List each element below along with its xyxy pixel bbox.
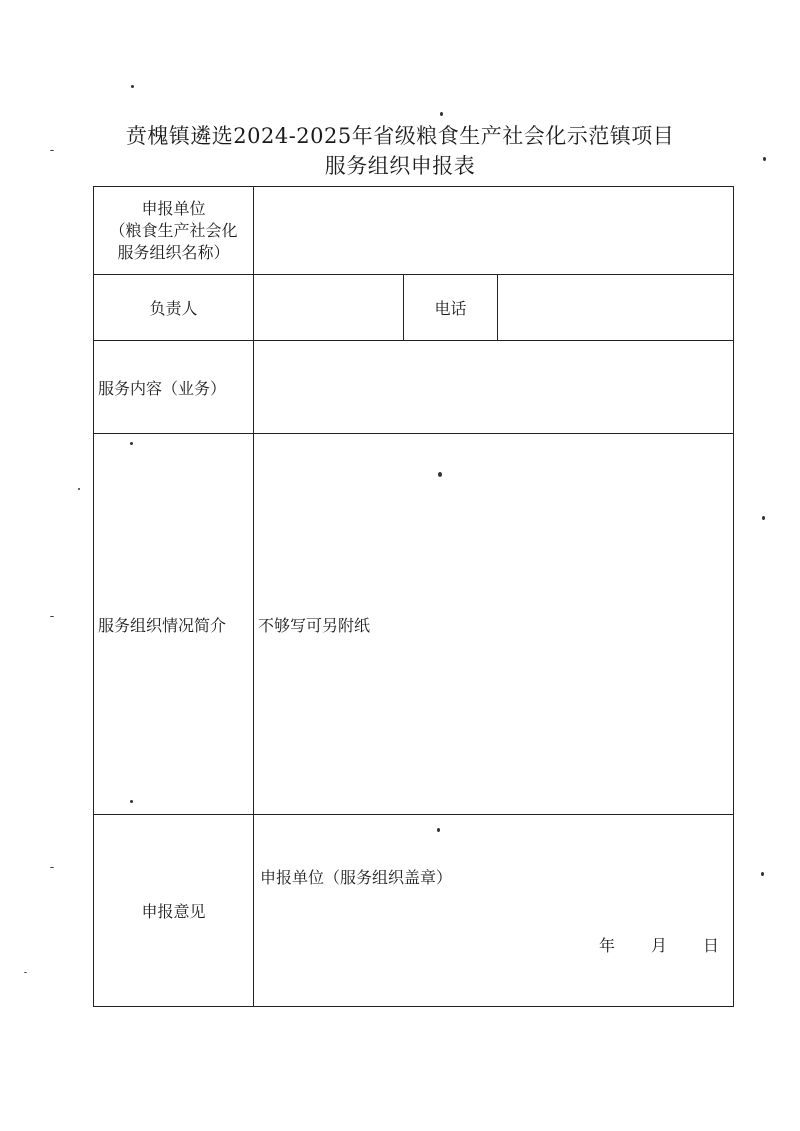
applicant-label-sub1: （粮食生产社会化 <box>109 220 238 240</box>
scan-speck <box>131 85 134 88</box>
row-opinion <box>94 815 734 1007</box>
scan-speck <box>763 157 766 161</box>
scan-speck <box>130 800 133 803</box>
phone-value-cell[interactable] <box>498 275 734 341</box>
scan-speck <box>24 972 27 973</box>
row-applicant <box>94 187 734 275</box>
scan-speck <box>50 150 54 151</box>
person-label: 负责人 <box>94 275 254 341</box>
scan-speck <box>50 616 54 617</box>
intro-label: 服务组织情况简介 <box>94 434 254 815</box>
person-value-cell[interactable] <box>254 275 404 341</box>
phone-label: 电话 <box>404 275 498 341</box>
intro-value-cell[interactable] <box>254 434 734 815</box>
row-service <box>94 341 734 434</box>
scan-speck <box>440 112 443 116</box>
service-value-cell[interactable] <box>254 341 734 434</box>
date-day: 日 <box>702 936 719 955</box>
applicant-value-cell[interactable] <box>254 187 734 275</box>
row-intro <box>94 434 734 815</box>
scan-speck <box>761 872 764 876</box>
scan-speck <box>130 442 133 445</box>
applicant-label: 申报单位 <box>141 198 206 218</box>
date-month: 月 <box>650 936 667 955</box>
applicant-label-sub2: 服务组织名称） <box>117 242 230 262</box>
applicant-label-cell <box>94 187 254 275</box>
intro-note: 不够写可另附纸 <box>258 615 371 635</box>
service-label: 服务内容（业务） <box>94 341 254 434</box>
date-year: 年 <box>598 936 615 955</box>
scan-speck <box>78 488 80 490</box>
application-form-table <box>93 186 734 1007</box>
scan-speck <box>50 867 54 868</box>
opinion-date <box>599 933 719 956</box>
form-title-line2: 服务组织申报表 <box>324 154 476 178</box>
row-person <box>94 275 734 341</box>
opinion-unit-text: 申报单位（服务组织盖章） <box>260 868 453 887</box>
scan-speck <box>762 516 765 520</box>
scan-speck <box>437 828 440 832</box>
scan-speck <box>438 472 442 477</box>
opinion-value-cell[interactable] <box>254 815 734 1007</box>
opinion-label: 申报意见 <box>94 815 254 1007</box>
form-title-line1: 贲槐镇遴选2024-2025年省级粮食生产社会化示范镇项目 <box>125 124 675 148</box>
